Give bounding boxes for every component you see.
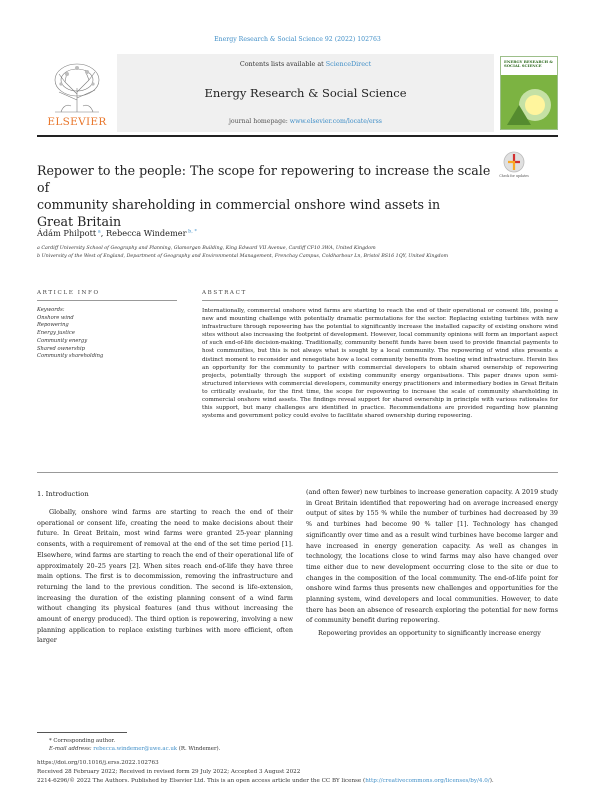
author-name[interactable]: Ádám Philpott [37, 228, 97, 238]
author-email-link[interactable]: rebecca.windemer@uwe.ac.uk [93, 746, 178, 752]
author-name[interactable]: Rebecca Windemer [105, 228, 187, 238]
author-list [37, 228, 197, 238]
article-info-rule [37, 300, 177, 301]
abstract-rule [202, 300, 558, 301]
license-suffix: ). [489, 778, 494, 784]
keywords-label: Keywords: [37, 307, 65, 313]
journal-title: Energy Research & Social Science [204, 86, 407, 100]
sciencedirect-link[interactable]: ScienceDirect [325, 60, 372, 68]
keyword: Onshore wind [37, 314, 74, 321]
keyword: Shared ownership [37, 345, 85, 352]
keyword: Energy justice [37, 330, 75, 337]
body-paragraph: (and often fewer) new turbines to increase generation capacity. A 2019 study in Great Britain identified that repowering had on average increased energy output of sites by 155 % while the number of turbines had decreased by 39 % and turbines had become 90 % taller [1]. Technology has changed significantly over time and as a result wind turbines have become larger and have increased in energy generation capacity. As well as changes in technology, the locations close to wind farms may also have changed over time either due to new development occurring close to the site or due to changes in the composition of the local community. The end-of-life point for onshore wind farms thus presents new challenges and opportunities for the planning system, wind developers and local communities. However, to date there has been an absence of research exploring the potential for new forms of community benefit during repowering. [306, 488, 558, 625]
license-link[interactable]: http://creativecommons.org/licenses/by/4.0/ [365, 778, 490, 784]
homepage-prefix: journal homepage: [229, 118, 290, 125]
crossmark-label: Check for updates [499, 174, 529, 178]
journal-cover-thumbnail[interactable] [500, 56, 558, 130]
keyword: Community energy [37, 337, 88, 344]
publisher-logo [37, 54, 117, 132]
body-paragraph: Globally, onshore wind farms are starting to reach the end of their operational or consent life, creating the need to make decisions about their future. In Great Britain, most wind farms were granted 25-year planning consents, with a requirement of removal at the end of the set time period [1]. Elsewhere, wind farms are starting to reach the end of their operational life of approximately 20–25 years [2]. When sites reach end-of-life they have three main options. The first is to decommission, removing the infrastructure and returning the land to the previous condition. The second is life-extension, increasing the duration of the existing planning consent of a wind farm without changing its physical features (and thus without increasing the amount of energy produced). The third option is repowering, involving a new planning application to replace existing turbines with more efficient, often larger [37, 508, 293, 645]
email-note [49, 746, 220, 752]
section-heading-introduction: 1. Introduction [37, 490, 89, 498]
crossmark-icon [498, 150, 530, 176]
header-divider [37, 135, 558, 137]
abstract-end-rule [37, 472, 558, 473]
footnote-rule [37, 732, 127, 733]
author-separator: , [100, 228, 106, 238]
body-column-right [306, 487, 558, 641]
abstract-heading: ABSTRACT [202, 290, 247, 296]
journal-banner [117, 54, 494, 132]
abstract-text: Internationally, commercial onshore wind farms are starting to reach the end of their operational or consent life, posing a new and mounting challenge with potentially dramatic permutations for the sector. Replacing existing turbines with new infrastructure through repowering has the potential to significantly increase the installed capacity of existing onshore wind sites without also increasing the footprint of development. However, local community opinions will form an important aspect of such end-of-life decision-making. Traditionally, community benefit funds have been used to provide financial payments to host communities, but this is not always what is sought by a local community. The repowering of wind sites presents a distinct moment to reconsider and renegotiate how a local community benefits from hosting wind infrastructure. Herein lies an opportunity for the community to partner with commercial developers to obtain shared ownership of repowering projects, potentially through the support of existing community energy organisations. This paper draws upon semi-structured interviews with commercial developers, community energy practitioners and intermediary bodies in Great Britain to critically evaluate, for the first time, the scope for repowering to increase the scale of community shareholding in commercial onshore wind assets. The findings reveal support for shared ownership in principle with various rationales for this support, but many challenges are identified in practice. Recommendations are provided regarding how planning systems and government policy could evolve to facilitate shared ownership during repowering. [202, 308, 558, 420]
author-affiliation-marker[interactable]: b, * [186, 228, 197, 235]
body-column-left [37, 507, 293, 648]
check-for-updates-badge[interactable] [498, 150, 530, 182]
email-suffix: (R. Windemer). [177, 746, 221, 752]
cover-title: ENERGY RESEARCH & SOCIAL SCIENCE [504, 59, 553, 69]
received-dates: Received 28 February 2022; Received in revised form 29 July 2022; Accepted 3 August 2022 [37, 769, 301, 775]
keyword: Community shareholding [37, 353, 104, 360]
cover-globe-icon [501, 75, 558, 130]
journal-reference[interactable]: Energy Research & Social Science 92 (2022) 102763 [214, 36, 381, 43]
doi-link[interactable]: https://doi.org/10.1016/j.erss.2022.102763 [37, 760, 159, 766]
contents-line [117, 60, 494, 68]
contents-prefix: Contents lists available at [239, 60, 326, 68]
article-title-line: Great Britain [37, 214, 122, 229]
body-paragraph: Repowering provides an opportunity to significantly increase energy [318, 629, 541, 638]
keywords-block [37, 307, 177, 361]
affiliation: a Cardiff University School of Geography and Planning, Glamorgan Building, King Edward VII Avenue, Cardiff CF10 3WA, United Kingdom [37, 246, 376, 251]
license-line [37, 778, 558, 784]
email-label: E-mail address: [49, 746, 94, 752]
article-title-line: community shareholding in commercial onshore wind assets in [37, 197, 441, 212]
keyword: Repowering [37, 322, 69, 329]
corresponding-author-note: * Corresponding author. [49, 738, 116, 744]
article-title-line: Repower to the people: The scope for repowering to increase the scale of [37, 163, 491, 195]
article-title [37, 162, 492, 230]
publisher-logo-text: ELSEVIER [47, 116, 107, 128]
license-prefix: 2214-6296/© 2022 The Authors. Published by Elsevier Ltd. This is an open access article under the CC BY license ( [37, 778, 366, 784]
journal-homepage-link[interactable]: www.elsevier.com/locate/erss [289, 118, 382, 125]
author-affiliation-marker[interactable]: a [96, 228, 101, 235]
article-info-heading: ARTICLE INFO [37, 290, 100, 296]
homepage-line [117, 118, 494, 125]
affiliation: b University of the West of England, Department of Geography and Environmental Management, Frenchay Campus, Coldharbour Ln, Bristol BS16 1QY, United Kingdom [37, 254, 449, 259]
journal-header [37, 54, 558, 132]
